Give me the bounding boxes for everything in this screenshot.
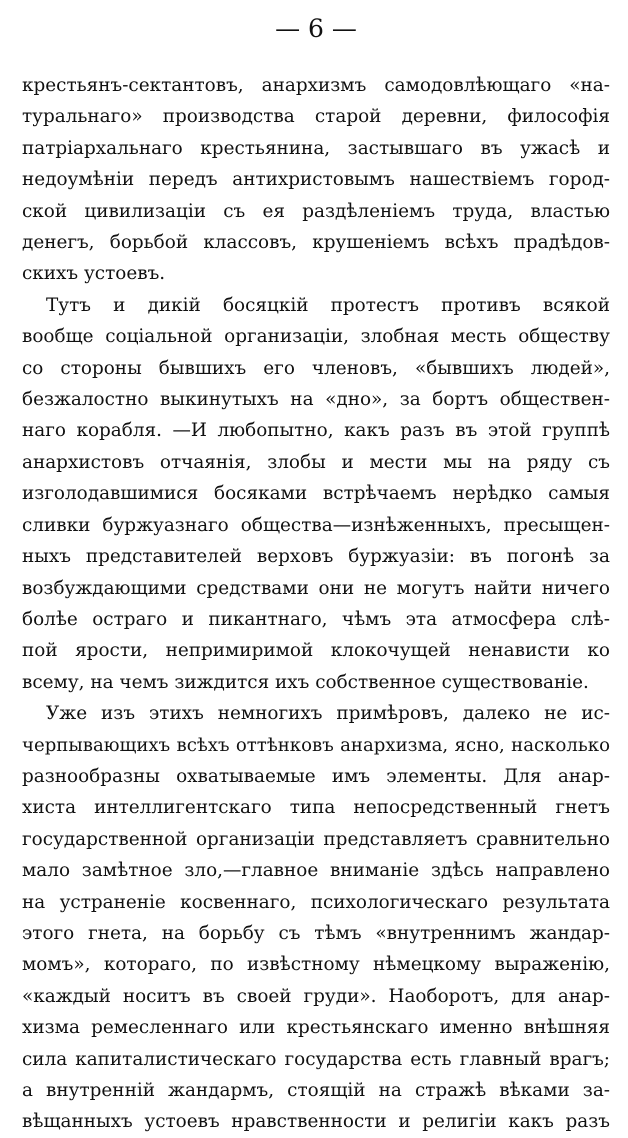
text-line: Уже изъ этихъ немногихъ примѣровъ, далеко не ис- [46,703,610,725]
text-line: Тутъ и дикій босяцкій протестъ противъ всякой [46,294,610,316]
text-line: наго корабля. —И любопытно, какъ разъ въ этой группѣ [22,420,610,442]
text-line: недоумѣніи передъ антихристовымъ нашествіемъ город- [22,169,610,191]
text-line: черпывающихъ всѣхъ оттѣнковъ анархизма, ясно, насколько [22,734,610,756]
text-line: денегъ, борьбой классовъ, крушеніемъ всѣхъ прадѣдов- [22,232,610,254]
text-line: момъ», котораго, по извѣстному нѣмецкому выраженію, [22,954,610,976]
text-line: болѣе остраго и пикантнаго, чѣмъ эта атмосфера слѣ- [22,608,610,630]
text-line: безжалостно выкинутыхъ на «дно», за бортъ обществен- [22,389,610,411]
text-line: «каждый носитъ въ своей груди». Наоборотъ, для анар- [22,985,610,1007]
text-line: разнообразны охватываемые имъ элементы. Для анар- [22,765,610,787]
text-line: хиста интеллигентскаго типа непосредственный гнетъ [22,797,610,819]
text-line: сливки буржуазнаго общества—изнѣженныхъ, пресыщен- [22,514,610,536]
text-line: пой ярости, непримиримой клокочущей ненависти ко [22,640,610,662]
text-line: туральнаго» производства старой деревни, философія [22,106,610,128]
text-line: а внутренній жандармъ, стоящій на стражѣ вѣками за- [22,1080,610,1101]
text-line: вообще соціальной организаціи, злобная месть обществу [22,326,610,348]
paragraph-1 [22,70,610,290]
text-line: всему, на чемъ зиждится ихъ собственное существованіе. [22,671,589,693]
text-line: сила капиталистическаго государства есть главный врагъ; [22,1048,610,1070]
text-line: возбуждающими средствами они не могутъ найти ничего [22,577,610,599]
text-line: хизма ремесленнаго или крестьянскаго именно внѣшняя [22,1017,610,1039]
paragraph-2 [22,290,610,698]
text-line: мало замѣтное зло,—главное вниманіе здѣсь направлено [22,860,610,882]
text-line: ныхъ представителей верховъ буржуазіи: въ погонѣ за [22,546,610,568]
text-line: скихъ устоевъ. [22,263,166,285]
text-line: крестьянъ-сектантовъ, анархизмъ самодовлѣющаго «на- [22,75,610,96]
page-number: — 6 — [275,14,357,43]
text-line: государственной организаціи представляетъ сравнительно [22,828,610,850]
text-line: ской цивилизаціи съ ея раздѣленіемъ труда, властью [22,200,610,222]
text-line: вѣщанныхъ устоевъ нравственности и религіи какъ разъ [22,1111,610,1133]
text-line: анархистовъ отчаянія, злобы и мести мы на ряду съ [22,451,610,473]
text-line: со стороны бывшихъ его членовъ, «бывшихъ людей», [22,357,610,379]
paragraph-3 [22,698,610,1138]
text-line: патріархальнаго крестьянина, застывшаго въ ужасѣ и [22,137,610,159]
text-line: на устраненіе косвеннаго, психологическаго результата [22,891,610,913]
text-line: изголодавшимися босяками встрѣчаемъ нерѣдко самыя [22,483,610,505]
text-line: этого гнета, на борьбу съ тѣмъ «внутреннимъ жандар- [22,922,610,944]
